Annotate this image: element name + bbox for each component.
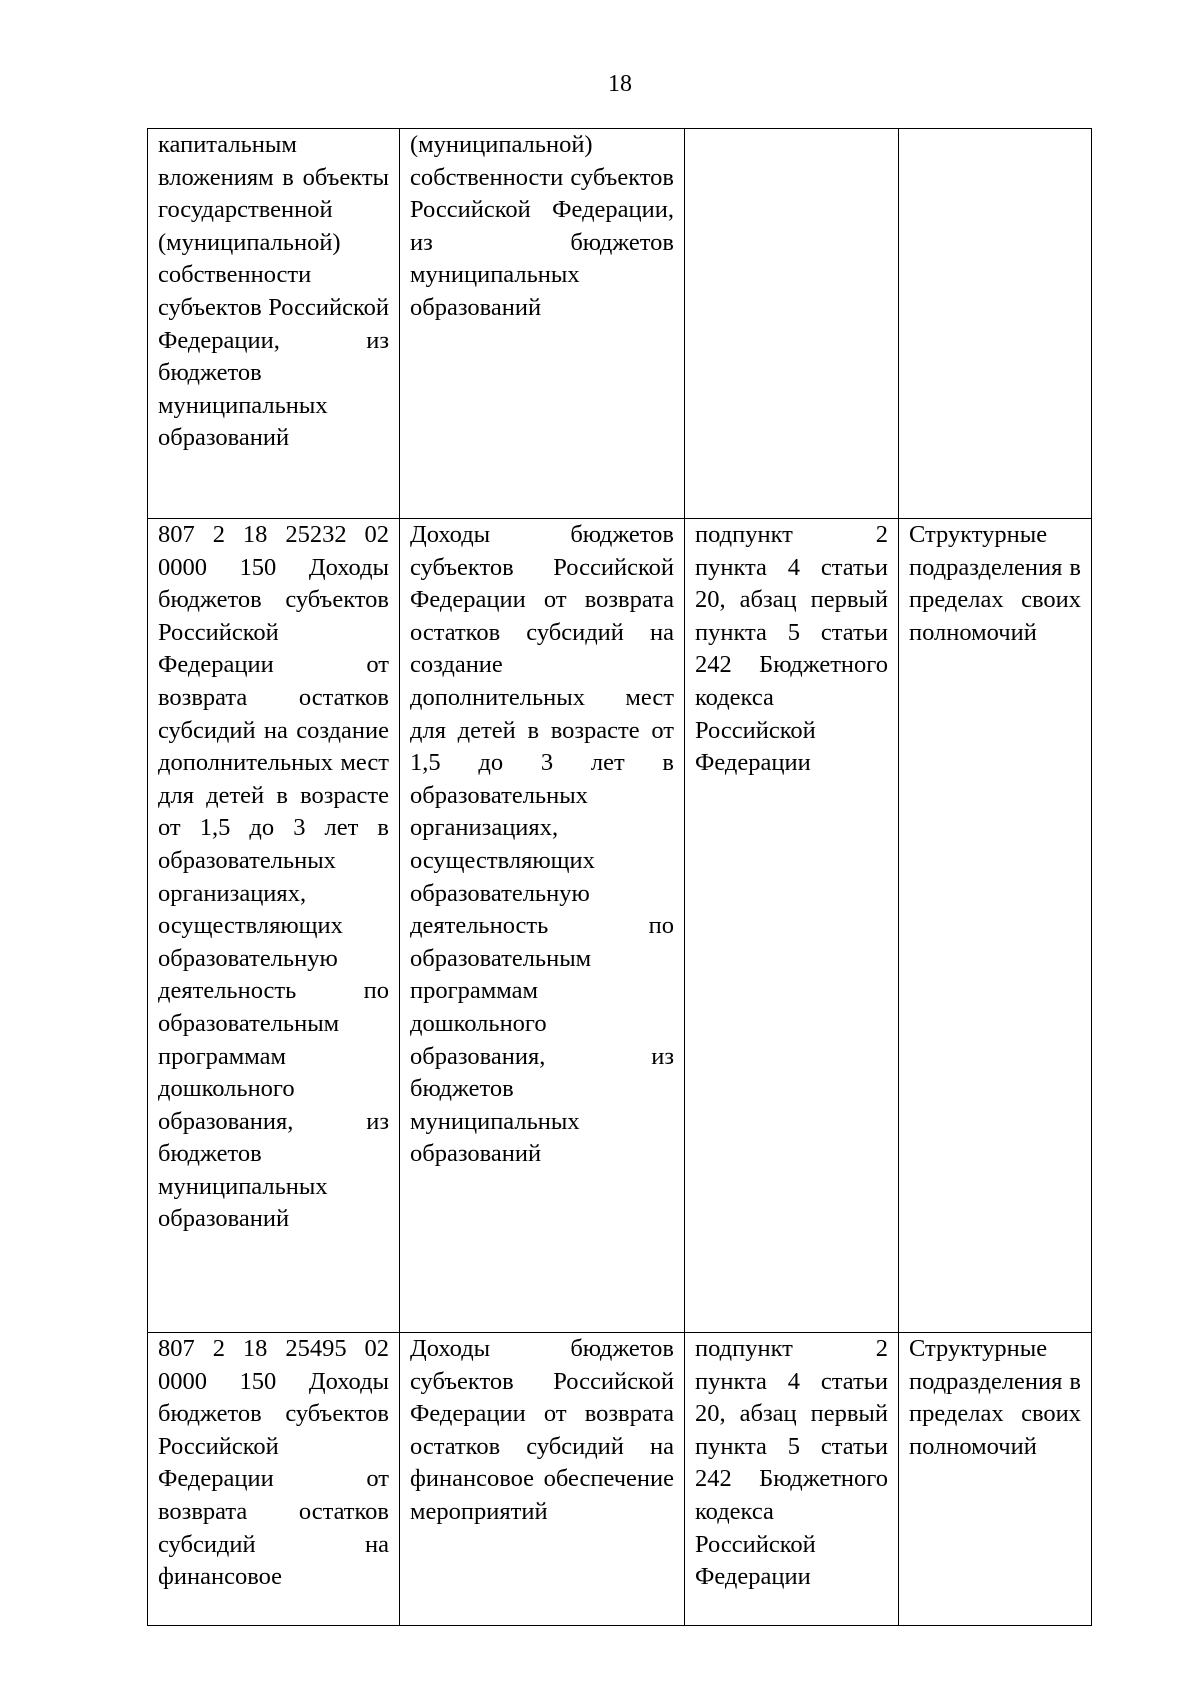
cell-text: капитальным вложениям в объекты государственной (муниципальной) собственности субъектов Российской Федерации, из бюджетов муниципальных образований bbox=[158, 131, 389, 452]
table-cell bbox=[400, 129, 685, 519]
table-cell bbox=[685, 1333, 899, 1626]
cell-text: подпункт 2 пункта 4 статьи 20, абзац первый пункта 5 статьи 242 Бюджетного кодекса Российской Федерации bbox=[695, 1335, 888, 1591]
table-cell bbox=[400, 519, 685, 1333]
cell-text: 807 2 18 25232 02 0000 150 Доходы бюджетов субъектов Российской Федерации от возврата остатков субсидий на создание дополнительных мест для детей в возрасте от 1,5 до 3 лет в образовательных организациях, осуществляющих образовательную деятельность по образовательным программам дошкольного образования, из бюджетов муниципальных образований bbox=[158, 521, 389, 1233]
cell-text: Структурные подразделения в пределах своих полномочий bbox=[909, 521, 1081, 646]
budget-codes-table bbox=[147, 128, 1092, 1626]
table-cell bbox=[685, 129, 899, 519]
cell-text: Структурные подразделения в пределах своих полномочий bbox=[909, 1335, 1081, 1460]
table-cell bbox=[148, 1333, 400, 1626]
cell-text: Доходы бюджетов субъектов Российской Федерации от возврата остатков субсидий на финансовое обеспечение мероприятий bbox=[410, 1335, 674, 1525]
cell-text: Доходы бюджетов субъектов Российской Федерации от возврата остатков субсидий на создание дополнительных мест для детей в возрасте от 1,5 до 3 лет в образовательных организациях, осуществляющих образовательную деятельность по образовательным программам дошкольного образования, из бюджетов муниципальных образований bbox=[410, 521, 674, 1168]
table-cell bbox=[899, 129, 1092, 519]
cell-text: подпункт 2 пункта 4 статьи 20, абзац первый пункта 5 статьи 242 Бюджетного кодекса Российской Федерации bbox=[695, 521, 888, 777]
page-number: 18 bbox=[608, 71, 632, 97]
table-cell bbox=[148, 519, 400, 1333]
table-cell bbox=[899, 519, 1092, 1333]
table-cell bbox=[899, 1333, 1092, 1626]
table-cell bbox=[148, 129, 400, 519]
table-row bbox=[148, 1333, 1092, 1626]
cell-text: (муниципальной) собственности субъектов Российской Федерации, из бюджетов муниципальных образований bbox=[410, 131, 674, 321]
table-row bbox=[148, 519, 1092, 1333]
table-row bbox=[148, 129, 1092, 519]
table-cell bbox=[685, 519, 899, 1333]
table-cell bbox=[400, 1333, 685, 1626]
cell-text: 807 2 18 25495 02 0000 150 Доходы бюджетов субъектов Российской Федерации от возврата остатков субсидий на финансовое bbox=[158, 1335, 389, 1591]
